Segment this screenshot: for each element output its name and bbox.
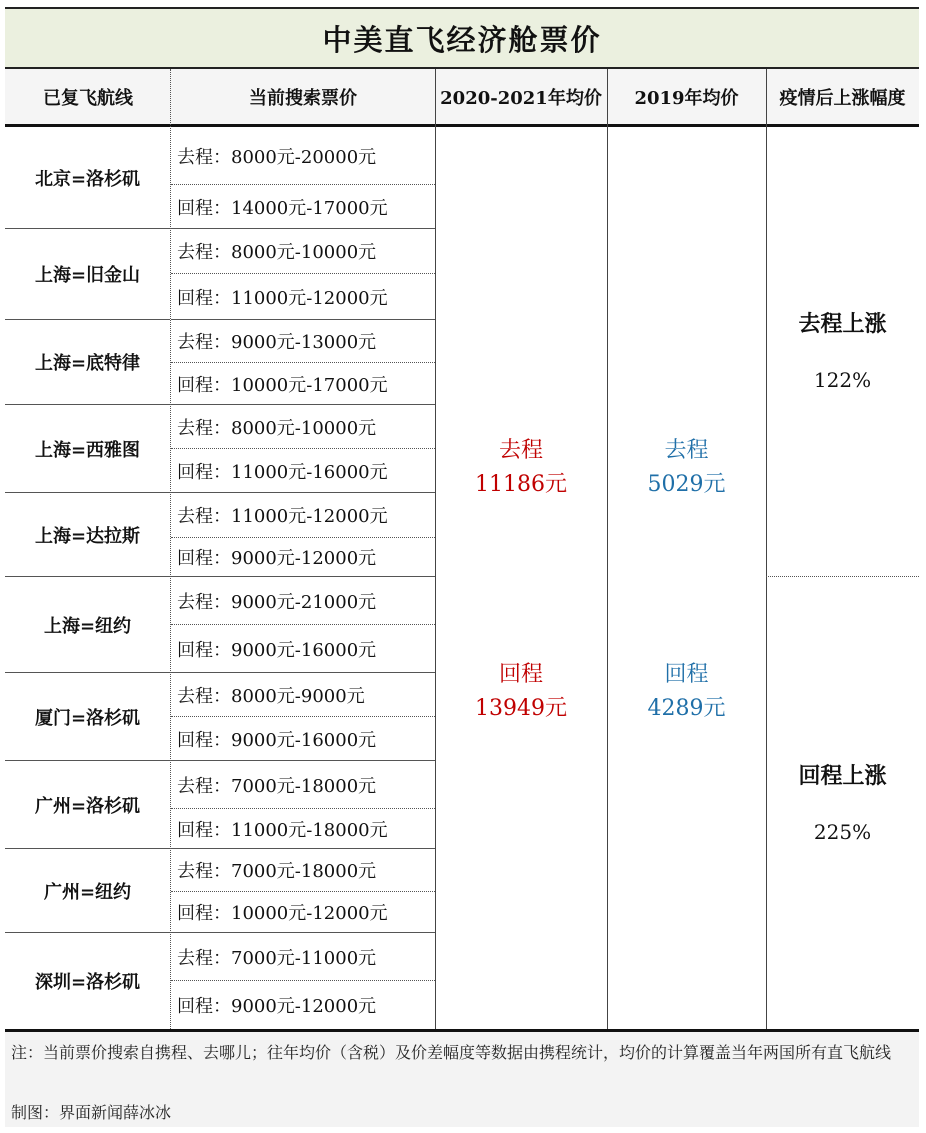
route-name: 上海=达拉斯 xyxy=(5,493,170,577)
column-divider xyxy=(607,69,608,1029)
outbound-price: 去程：8000元-20000元 xyxy=(171,127,435,185)
avg-2019-ret-label: 回程 xyxy=(664,662,709,687)
fare-table xyxy=(5,7,919,1127)
avg-2020-2021-outbound xyxy=(435,434,607,502)
route-name: 北京=洛杉矶 xyxy=(5,127,170,229)
route-name: 上海=西雅图 xyxy=(5,405,170,493)
column-divider xyxy=(766,69,767,1029)
outbound-price: 去程：9000元-21000元 xyxy=(171,577,435,625)
header-routes: 已复飞航线 xyxy=(5,69,171,127)
outbound-price: 去程：8000元-10000元 xyxy=(171,405,435,449)
return-price: 回程：11000元-18000元 xyxy=(171,809,435,849)
route-name: 上海=纽约 xyxy=(5,577,170,673)
return-price: 回程：10000元-12000元 xyxy=(171,892,435,933)
header-current-price: 当前搜索票价 xyxy=(171,69,435,127)
outbound-price: 去程：7000元-18000元 xyxy=(171,849,435,892)
rise-outbound xyxy=(766,307,919,392)
rise-return xyxy=(766,759,919,844)
return-price: 回程：14000元-17000元 xyxy=(171,185,435,229)
avg-2020-2021-return xyxy=(435,658,607,726)
return-price: 回程：10000元-17000元 xyxy=(171,363,435,405)
header-rise: 疫情后上涨幅度 xyxy=(766,69,919,127)
return-price: 回程：9000元-12000元 xyxy=(171,538,435,577)
rise-divider xyxy=(766,576,919,577)
rise-out-value: 122% xyxy=(813,368,872,392)
rise-ret-label: 回程上涨 xyxy=(798,763,887,789)
return-price: 回程：11000元-12000元 xyxy=(171,274,435,320)
avg-2019-outbound xyxy=(607,434,766,502)
footnote-area xyxy=(5,1029,919,1127)
outbound-price: 去程：7000元-11000元 xyxy=(171,933,435,981)
avg-2020-2021-out-value: 11186元 xyxy=(475,472,567,497)
return-price: 回程：9000元-12000元 xyxy=(177,996,377,1017)
route-name: 上海=底特律 xyxy=(5,320,170,405)
column-divider xyxy=(435,69,436,1029)
avg-2020-2021-ret-value: 13949元 xyxy=(475,696,567,721)
source-note: 注：当前票价搜索自携程、去哪儿；往年均价（含税）及价差幅度等数据由携程统计，均价的计算覆盖当年两国所有直飞航线 xyxy=(11,1043,892,1062)
avg-2020-2021-ret-label: 回程 xyxy=(498,662,543,687)
avg-2019-ret-value: 4289元 xyxy=(647,696,726,721)
outbound-price: 去程：7000元-18000元 xyxy=(171,761,435,809)
outbound-price: 去程：8000元-10000元 xyxy=(171,229,435,274)
header-avg-2019: 2019年均价 xyxy=(607,69,766,127)
credit-line: 制图：界面新闻薛冰冰 xyxy=(11,1103,172,1122)
header-avg-2020-2021: 2020-2021年均价 xyxy=(435,69,607,127)
route-name: 广州=洛杉矶 xyxy=(5,761,170,849)
route-name: 厦门=洛杉矶 xyxy=(5,673,170,761)
avg-2020-2021-out-label: 去程 xyxy=(498,438,543,463)
outbound-price: 去程：11000元-12000元 xyxy=(171,493,435,538)
rise-ret-value: 225% xyxy=(813,820,872,844)
avg-2019-out-value: 5029元 xyxy=(647,472,726,497)
route-name: 深圳=洛杉矶 xyxy=(34,972,141,993)
outbound-price: 去程：8000元-9000元 xyxy=(171,673,435,717)
table-title: 中美直飞经济舱票价 xyxy=(5,7,919,69)
return-price: 回程：9000元-16000元 xyxy=(171,625,435,673)
column-divider xyxy=(170,69,171,1029)
route-name: 上海=旧金山 xyxy=(5,229,170,320)
rise-out-label: 去程上涨 xyxy=(798,311,887,337)
outbound-price: 去程：9000元-13000元 xyxy=(171,320,435,363)
avg-2019-return xyxy=(607,658,766,726)
avg-2019-out-label: 去程 xyxy=(664,438,709,463)
return-price: 回程：9000元-16000元 xyxy=(171,717,435,761)
return-price: 回程：11000元-16000元 xyxy=(171,449,435,493)
route-name: 广州=纽约 xyxy=(5,849,170,933)
